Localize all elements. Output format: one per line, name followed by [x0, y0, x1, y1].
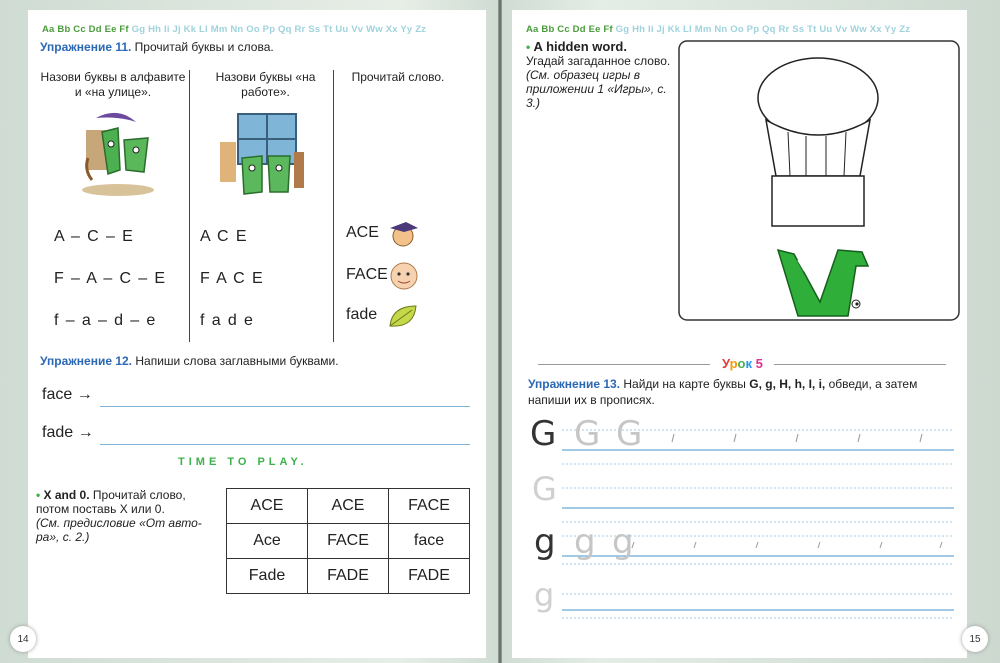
hidden-word-instructions: [526, 40, 676, 110]
alphabet-remaining: Gg Hh Ii Jj Kk Ll Mm Nn Oo Pp Qq Rr Ss Tt Uu Vv Ww Xx Yy Zz: [131, 24, 427, 35]
letters-street-illustration: [78, 110, 158, 198]
student-icon: [386, 218, 420, 248]
alphabet-remaining: Gg Hh Ii Jj Kk Ll Mm Nn Oo Pp Qq Rr Ss Tt Uu Vv Ww Xx Yy Zz: [615, 24, 911, 35]
col2-word: A C E: [200, 228, 248, 245]
column-divider: [189, 70, 190, 342]
col3-word: FACE: [346, 266, 388, 283]
exercise-11-label: Упражнение 11.: [40, 40, 132, 54]
write-face-label: face →: [42, 386, 93, 403]
hidden-word-text: Угадай загаданное слово.: [526, 54, 671, 68]
grid-cell[interactable]: ACE: [227, 489, 308, 524]
page-number-left: 14: [10, 626, 36, 652]
lesson-letter: р: [729, 356, 738, 371]
col1-word: A – C – E: [54, 228, 135, 245]
exercise-13-title: [528, 376, 917, 408]
lesson-number: 5: [752, 356, 763, 371]
leaf-icon: [386, 302, 420, 332]
column-divider: [333, 70, 334, 342]
col2-word: f a d e: [200, 312, 255, 329]
col3-word: ACE: [346, 224, 379, 241]
column-1-heading: Назови буквы в алфавите и «на улице».: [40, 70, 186, 99]
trace-big-g[interactable]: G: [616, 414, 643, 454]
exercise-11-text: Прочитай буквы и слова.: [131, 40, 274, 54]
right-page: [512, 10, 967, 658]
grid-cell[interactable]: FADE: [389, 559, 470, 594]
column-3-heading: Прочитай слово.: [351, 70, 445, 84]
exercise-13-label: Упражнение 13.: [528, 377, 621, 391]
trace-big-g[interactable]: G: [574, 414, 601, 454]
trace-small-g[interactable]: g: [574, 522, 596, 562]
lesson-letter: У: [722, 356, 730, 371]
write-fade-label: fade →: [42, 424, 94, 441]
game-title: X and 0.: [43, 488, 90, 502]
game-instructions: [36, 488, 216, 544]
alphabet-strip: [526, 24, 910, 35]
exercise-11-title: [40, 40, 274, 54]
grid-cell[interactable]: FACE: [308, 524, 389, 559]
col3-word: fade: [346, 306, 378, 323]
trace-small-g[interactable]: g: [534, 576, 555, 614]
bullet: •: [36, 488, 41, 502]
col2-word: F A C E: [200, 270, 265, 287]
grid-cell[interactable]: face: [389, 524, 470, 559]
write-word: fade: [42, 424, 74, 441]
exercise-13-letters: G, g, H, h, I, i,: [749, 377, 826, 391]
col1-word: F – A – C – E: [54, 270, 167, 287]
lesson-letter: о: [737, 356, 746, 371]
x-and-0-grid: [226, 488, 470, 594]
alphabet-learned: Aa Bb Cc Dd Ee Ff: [42, 24, 129, 35]
exercise-12-label: Упражнение 12.: [40, 354, 133, 368]
page-number-right: 15: [962, 626, 988, 652]
exercise-13-text: напиши их в прописях.: [528, 393, 655, 407]
lesson-title: [722, 356, 763, 371]
hidden-word-note: (См. образец игры в приложении 1 «Игры», с. 3.): [526, 68, 667, 110]
grid-cell[interactable]: Fade: [227, 559, 308, 594]
lesson-divider: [538, 364, 710, 365]
exercise-12-title: [40, 354, 339, 368]
exercise-13-text: обведи, а затем: [825, 377, 918, 391]
bullet: •: [526, 40, 531, 54]
write-line[interactable]: [100, 444, 470, 445]
grid-cell[interactable]: Ace: [227, 524, 308, 559]
sample-big-g: G: [530, 414, 557, 454]
trace-small-g[interactable]: g: [612, 522, 634, 562]
grid-cell[interactable]: FACE: [389, 489, 470, 524]
write-line[interactable]: [100, 406, 470, 407]
column-2-heading: Назови буквы «на работе».: [215, 70, 316, 99]
alphabet-learned: Aa Bb Cc Dd Ee Ff: [526, 24, 613, 35]
grid-cell[interactable]: FADE: [308, 559, 389, 594]
col1-word: f – a – d – e: [54, 312, 157, 329]
time-to-play-banner: TIME TO PLAY.: [178, 456, 308, 468]
game-note: (См. предисловие «От авто-ра», с. 2.): [36, 516, 202, 544]
lesson-letter: к: [745, 356, 753, 371]
write-word: face: [42, 386, 73, 403]
letters-work-illustration: [218, 112, 308, 202]
exercise-12-text: Напиши слова заглавными буквами.: [132, 354, 339, 368]
lesson-divider: [774, 364, 946, 365]
trace-big-g[interactable]: G: [532, 470, 557, 508]
hidden-word-picture: [678, 40, 960, 322]
grid-cell[interactable]: ACE: [308, 489, 389, 524]
left-page: [28, 10, 486, 658]
book-gutter: [498, 0, 502, 663]
face-icon: [388, 260, 420, 292]
hidden-word-title: A hidden word.: [533, 39, 627, 54]
exercise-13-text: Найди на карте буквы: [620, 377, 750, 391]
sample-small-g: g: [534, 522, 556, 562]
game-text: Прочитай слово, потом поставь Х или 0.: [36, 488, 186, 516]
alphabet-strip: [42, 24, 426, 35]
